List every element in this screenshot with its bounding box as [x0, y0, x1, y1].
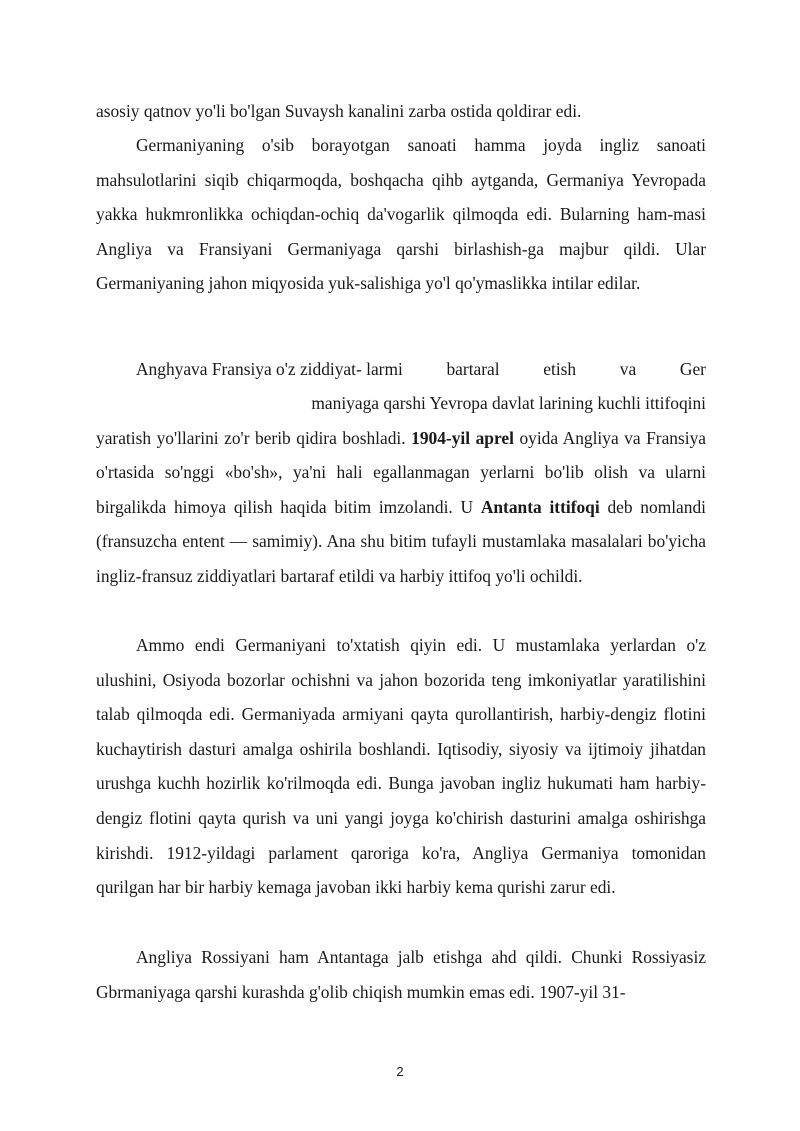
paragraph-2: Germaniyaning o'sib borayotgan sanoati hamma joyda ingliz sanoati mahsulotlarini siqib chiqarmoqda, boshqacha qihb aytganda, Germaniya Yevropada yakka hukmronlikka ochiqdan-ochiq da'vogarlik qilmoqda edi. Bularning ham-masi Angliya va Fransiyani Germaniyaga qarshi birlashish-ga majbur qildi. Ular Germaniyaning jahon miqyosida yuk-salishiga yo'l qo'ymaslikka intilar edilar. — [96, 135, 706, 294]
paragraph-3-line-2: maniyaga qarshi Yevropa davlat larining kuchli ittifoqini — [311, 393, 706, 413]
paragraph-5: Angliya Rossiyani ham Antantaga jalb etishga ahd qildi. Chunki Rossiyasiz Gbrmaniyaga qarshi kurashda g'olib chiqish mumkin emas edi. 1907-yil 31- — [96, 947, 706, 1002]
page-number: 2 — [396, 1064, 404, 1079]
paragraph-3-word: bartaral — [446, 359, 500, 379]
paragraph-3-text-b: oyida Angliya va Fransiya o'rtasida so'nggi «bo'sh», ya'ni hali egallanmagan yerlarni bo'lib olish va ularni birgalikda himoya qilish haqida bitim imzolandi. U — [96, 427, 707, 517]
date-highlight: 1904-yil aprel — [411, 427, 514, 448]
paragraph-3 — [96, 386, 706, 594]
paragraph-3-first-line — [136, 352, 706, 386]
paragraph-3-word: va — [619, 359, 637, 379]
paragraph-3-word: Ger — [679, 359, 706, 379]
paragraph-3-word: etish — [543, 359, 577, 379]
paragraph-3-word: Anghyava Fransiya o'z ziddiyat- larmi — [136, 359, 403, 379]
alliance-name-highlight: Antanta ittifoqi — [480, 496, 600, 517]
paragraph-4: Ammo endi Germaniyani to'xtatish qiyin edi. U mustamlaka yerlardan o'z ulushini, Osiyoda bozorlar ochishni va jahon bozorida teng imkoniyatlar yaratilishini talab qilmoqda edi. Germaniyada armiyani qayta qurollantirish, harbiy-dengiz flotini kuchaytirish dasturi amalga oshirila boshlandi. Iqtisodiy, siyosiy va ijtimoiy jihatdan urushga kuchh hozirlik ko'rilmoqda edi. Bunga javoban ingliz hukumati ham harbiy-dengiz flotini qayta qurish va uni yangi joyga ko'chirish dasturini amalga oshirishga kirishdi. 1912-yildagi parlament qaroriga ko'ra, Angliya Germaniya tomonidan qurilgan har bir harbiy kemaga javoban ikki harbiy kema qurishi zarur edi. — [96, 635, 706, 898]
paragraph-1: asosiy qatnov yo'li bo'lgan Suvaysh kanalini zarba ostida qoldirar edi. — [96, 101, 582, 121]
paragraph-3-text-c: deb nomlandi (fransuzcha entent — samimiy). Ana shu bitim tufayli mustamlaka masalalari bo'yicha ingliz-fransuz ziddiyatlari bartaraf etildi va harbiy ittifoq yo'li ochildi. — [96, 496, 706, 586]
paragraph-3-text-a: yaratish yo'llarini zo'r berib qidira boshladi. — [96, 427, 412, 448]
